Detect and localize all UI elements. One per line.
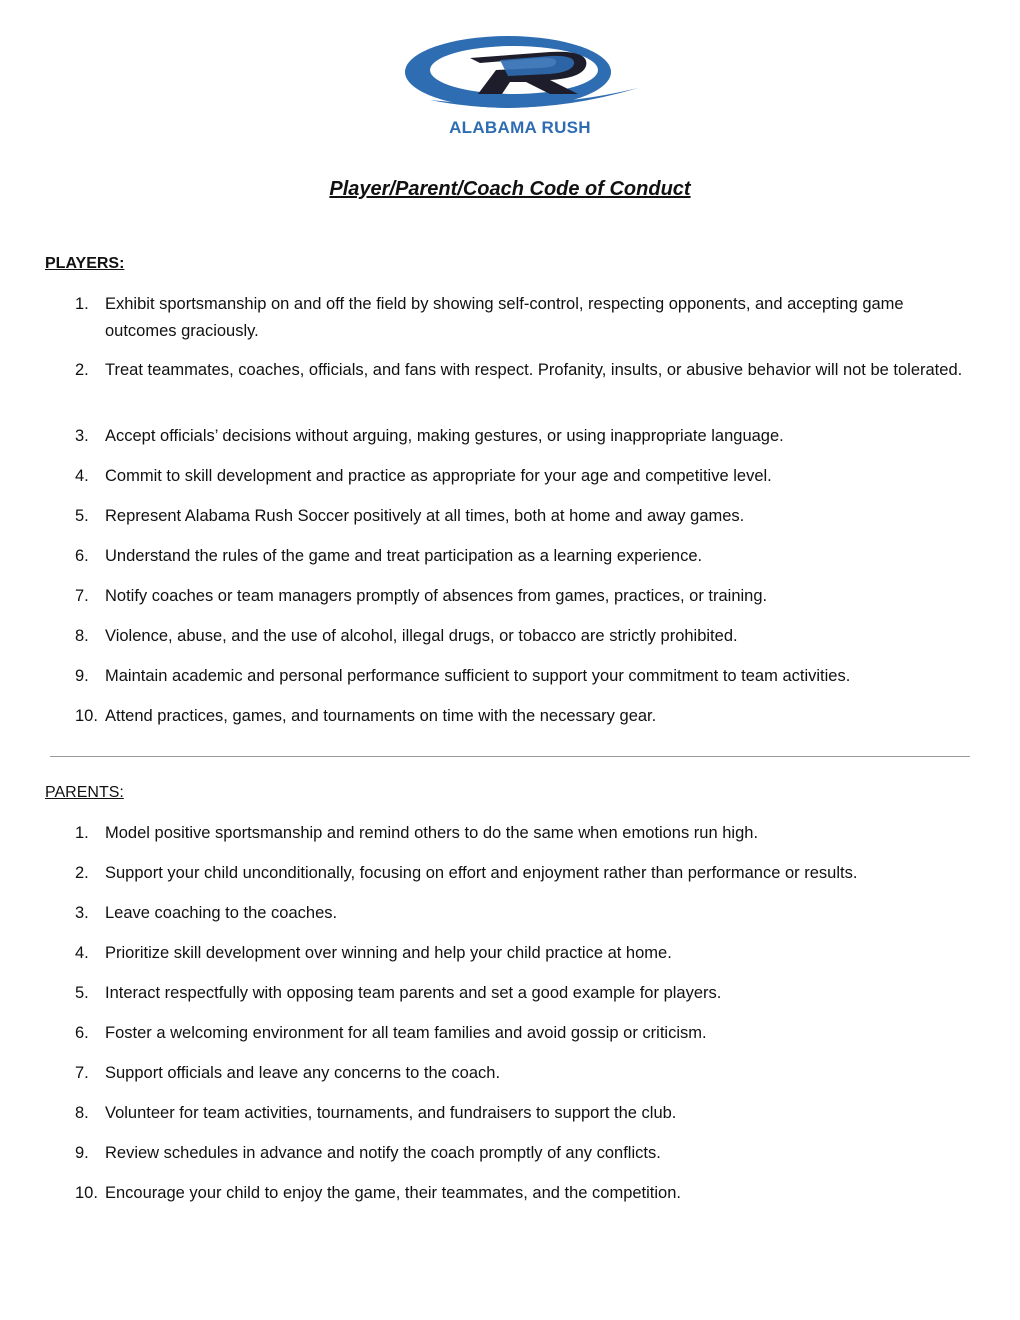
item-number: 2. — [75, 864, 89, 882]
item-text: Notify coaches or team managers promptly of absences from games, practices, or training. — [105, 587, 768, 605]
item-number: 5. — [75, 984, 89, 1002]
rush-r-emblem-icon — [400, 30, 640, 120]
item-text: Leave coaching to the coaches. — [105, 904, 338, 922]
item-text: Understand the rules of the game and treat participation as a learning experience. — [105, 547, 703, 565]
item-text: Support your child unconditionally, focusing on effort and enjoyment rather than performance or results. — [105, 864, 858, 882]
parents-list-item — [0, 820, 1020, 860]
parents-list — [0, 820, 1020, 1220]
parents-list-item — [0, 1020, 1020, 1060]
item-text: Foster a welcoming environment for all team families and avoid gossip or criticism. — [105, 1024, 707, 1042]
item-number: 8. — [75, 627, 89, 645]
alabama-rush-logo — [400, 30, 640, 142]
players-list — [0, 291, 1020, 743]
parents-list-item — [0, 980, 1020, 1020]
logo-wordmark: ALABAMA RUSH — [449, 118, 591, 137]
players-list-item — [0, 663, 1020, 703]
item-text: Represent Alabama Rush Soccer positively at all times, both at home and away games. — [105, 507, 745, 525]
item-text: Prioritize skill development over winning and help your child practice at home. — [105, 944, 672, 962]
item-number: 6. — [75, 547, 89, 565]
item-number: 8. — [75, 1104, 89, 1122]
item-number: 6. — [75, 1024, 89, 1042]
section-divider — [50, 756, 970, 757]
players-list-item — [0, 291, 1020, 357]
players-list-item — [0, 543, 1020, 583]
parents-list-item — [0, 940, 1020, 980]
item-text: Violence, abuse, and the use of alcohol, illegal drugs, or tobacco are strictly prohibited. — [105, 627, 738, 645]
item-number: 1. — [75, 824, 89, 842]
item-text: Commit to skill development and practice as appropriate for your age and competitive level. — [105, 467, 772, 485]
item-number: 3. — [75, 427, 89, 445]
item-number: 9. — [75, 1144, 89, 1162]
item-text: Volunteer for team activities, tournaments, and fundraisers to support the club. — [105, 1104, 677, 1122]
item-number: 7. — [75, 587, 89, 605]
item-text: Attend practices, games, and tournaments on time with the necessary gear. — [105, 707, 657, 725]
item-number: 7. — [75, 1064, 89, 1082]
parents-list-item — [0, 900, 1020, 940]
item-text: Accept officials’ decisions without arguing, making gestures, or using inappropriate language. — [105, 427, 784, 445]
players-list-item — [0, 623, 1020, 663]
item-text: Interact respectfully with opposing team parents and set a good example for players. — [105, 984, 722, 1002]
document-title: Player/Parent/Coach Code of Conduct — [329, 178, 691, 200]
parents-list-item — [0, 1100, 1020, 1140]
players-list-item — [0, 423, 1020, 463]
item-number: 9. — [75, 667, 89, 685]
item-text: Encourage your child to enjoy the game, their teammates, and the competition. — [105, 1184, 681, 1202]
item-number: 4. — [75, 944, 89, 962]
players-list-item — [0, 503, 1020, 543]
parents-heading: PARENTS: — [45, 784, 124, 801]
item-number: 4. — [75, 467, 89, 485]
item-number: 10. — [75, 1184, 98, 1202]
parents-list-item — [0, 860, 1020, 900]
players-list-item — [0, 703, 1020, 743]
players-heading: PLAYERS: — [45, 255, 125, 272]
item-text: Exhibit sportsmanship on and off the field by showing self-control, respecting opponents, and accepting game outcomes graciously. — [105, 295, 904, 340]
item-text: Review schedules in advance and notify the coach promptly of any conflicts. — [105, 1144, 661, 1162]
item-number: 3. — [75, 904, 89, 922]
item-text: Support officials and leave any concerns to the coach. — [105, 1064, 501, 1082]
parents-list-item — [0, 1140, 1020, 1180]
parents-list-item — [0, 1060, 1020, 1100]
item-number: 1. — [75, 295, 89, 313]
players-list-item — [0, 357, 1020, 423]
item-text: Treat teammates, coaches, officials, and fans with respect. Profanity, insults, or abusive behavior will not be tolerated. — [105, 361, 963, 379]
players-list-item — [0, 583, 1020, 623]
parents-list-item — [0, 1180, 1020, 1220]
item-text: Model positive sportsmanship and remind others to do the same when emotions run high. — [105, 824, 759, 842]
item-number: 5. — [75, 507, 89, 525]
players-list-item — [0, 463, 1020, 503]
item-number: 10. — [75, 707, 98, 725]
item-text: Maintain academic and personal performance sufficient to support your commitment to team activities. — [105, 667, 851, 685]
item-number: 2. — [75, 361, 89, 379]
